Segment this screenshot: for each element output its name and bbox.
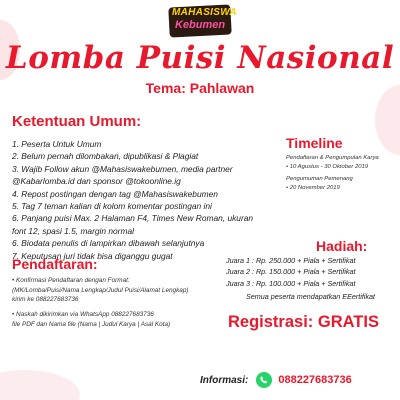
mahasiswa-kebumen-logo [169,4,237,40]
timeline-heading: Timeline [286,135,343,151]
pendaftaran-line: • Konfirmasi Pendaftaran dengan Format: [12,277,130,284]
prize-note: Semua peserta mendapatkan EEertifikat [246,292,376,301]
pendaftaran-line: file PDF dan Nama file (Nama | Judul Karya | Asal Kota) [12,320,171,328]
timeline-pengumuman-date: • 20 November 2019 [286,185,340,191]
rule-item: font 12, spasi 1.5, margin normal [12,225,134,236]
poster-title: Lomba Puisi Nasional [5,40,395,76]
pendaftaran-konfirmasi [12,276,232,305]
poster-theme: Tema: Pahlawan [145,80,255,96]
registrasi-gratis: Registrasi: GRATIS [228,313,379,331]
rule-item: 1. Peserta Untuk Umum [12,139,102,149]
rule-item: 5. Tag 7 teman kalian di kolom komentar postingan ini [12,201,212,212]
timeline-pendaftaran [286,154,396,172]
informasi-phone[interactable]: 088227683736 [278,374,352,386]
informasi-label: Informasi: [200,374,249,386]
prizes-list [226,255,396,289]
logo-top-text: MAHASISWA [172,7,237,18]
hadiah-heading: Hadiah: [316,238,368,254]
timeline-pendaftaran-label: Pendaftaran & Pengumpulan Karya [286,155,379,161]
rule-item: 2. Belum pernah dilombakan, dipublikasi & Plagiat [12,151,199,162]
timeline-pengumuman-label: Pengumuman Pemenang [286,176,353,182]
whatsapp-icon [256,372,272,388]
rule-item: 6. Panjang puisi Max. 2 Halaman F4, Times New Roman, ukuran [12,213,254,224]
pendaftaran-naskah [12,310,232,329]
rule-item: 4. Repost postingan dengan tag @Mahasiswakebumen [12,188,218,199]
prize-item: Juara 2 : Rp. 150.000 + Piala + Sertifikat [226,267,356,277]
rule-item: 7. Keputusan juri tidak bisa diganggu gugat [12,250,173,261]
timeline-pengumuman [286,175,396,193]
pendaftaran-line: • Naskah dikirimkan via WhatsApp 088227683736 [12,311,154,318]
pendaftaran-line: (MK/Lomba/Puisi/Nama Lengkap/Judul Puisi/Alamat Lengkap) [12,286,189,294]
pendaftaran-line: kirim ke 088227683736 [12,296,79,303]
pendaftaran-heading: Pendaftaran: [12,256,98,272]
ketentuan-heading: Ketentuan Umum: [12,113,142,130]
prize-item: Juara 3 : Rp. 100.000 + Piala + Sertifikat [226,278,356,288]
logo-bottom-text: Kebumen [174,19,226,31]
rules-list [12,138,284,262]
informasi-contact [200,370,352,390]
prize-item: Juara 1 : Rp. 250.000 + Piala + Sertifikat [226,256,356,265]
decorative-wave-bottom [0,370,80,400]
timeline-pendaftaran-date: • 10 Agustus - 30 Oktober 2019 [286,164,369,170]
rule-item: 3. Wajib Follow akun @Mahasiswakebumen, media partner [12,163,233,174]
rule-item: 6. Biodata penulis di lampirkan dibawah selanjutnya [12,238,205,249]
rule-item: @Kabarlomba.id dan sponsor @tokoonline.ig [12,176,181,187]
